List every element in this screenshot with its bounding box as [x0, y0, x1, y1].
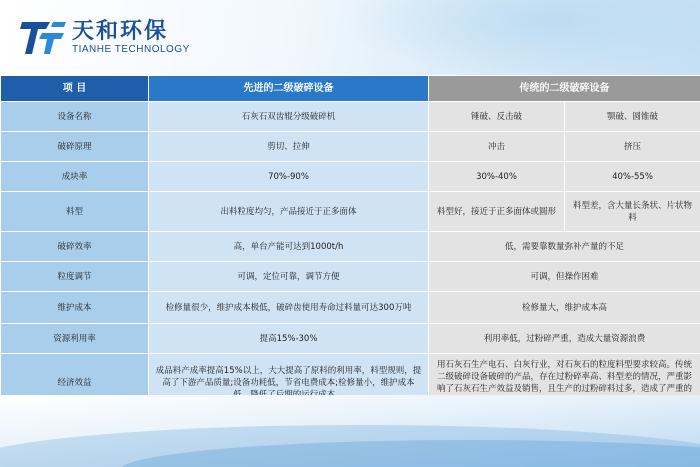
table-row [1, 292, 700, 324]
row-label: 设备名称 [1, 102, 149, 132]
table-row [1, 324, 700, 354]
traditional-cell-b: 颚破、圆锥破 [565, 102, 700, 132]
traditional-cell: 利用率低，过粉碎严重，造成大量资源浪费 [429, 324, 700, 354]
header-traditional: 传统的二级破碎设备 [429, 76, 700, 102]
advanced-cell: 成品料产成率提高15%以上，大大提高了原料的利用率，料型规则，提高了下游产品质量;设备功耗低，节省电费成本;检修量小，维护成本 [149, 354, 429, 412]
brand-name-en: TIANHE TECHNOLOGY [72, 44, 190, 55]
row-label: 破碎效率 [1, 232, 149, 262]
header-advanced: 先进的二级破碎设备 [149, 76, 429, 102]
traditional-cell: 检修量大，维护成本高 [429, 292, 700, 324]
advanced-cell: 可调，定位可靠，调节方便 [149, 262, 429, 292]
footer-wave-band [0, 395, 700, 467]
advanced-cell: 石灰石双齿辊分级破碎机 [149, 102, 429, 132]
row-label: 破碎原理 [1, 132, 149, 162]
table-row [1, 102, 700, 132]
traditional-cell-b: 料型差，含大量长条状、片状物料 [565, 192, 700, 232]
traditional-cell: 用石灰石生产电石、白灰行业，对石灰石的粒度料型要求较高。传统二级破碎设备破碎的产品，存在过粉碎率高、料型差的情况，严重影响了石灰石生产效益及销售，且生产的过粉碎料过多，造成了严重的 [429, 354, 700, 412]
brand-logo [20, 16, 190, 60]
traditional-cell: 可调，但操作困难 [429, 262, 700, 292]
advanced-cell: 出料粒度均匀，产品接近于正多面体 [149, 192, 429, 232]
advanced-cell: 检修量很少，维护成本极低，破碎齿使用寿命过料量可达300万吨 [149, 292, 429, 324]
header-swoosh [340, 0, 700, 75]
brand-name-cn: 天和环保 [72, 19, 169, 44]
table-row [1, 262, 700, 292]
advanced-cell: 高，单台产能可达到1000t/h [149, 232, 429, 262]
traditional-cell-a: 料型好，接近于正多面体或圆形 [429, 192, 565, 232]
row-label: 经济效益 [1, 354, 149, 412]
traditional-cell-a: 冲击 [429, 132, 565, 162]
row-label: 维护成本 [1, 292, 149, 324]
table-header-row [1, 76, 700, 102]
advanced-cell: 提高15%-30% [149, 324, 429, 354]
row-label: 料型 [1, 192, 149, 232]
advanced-cell: 剪切、拉伸 [149, 132, 429, 162]
table-row [1, 232, 700, 262]
comparison-table [0, 75, 700, 412]
row-label: 粒度调节 [1, 262, 149, 292]
traditional-cell-b: 挤压 [565, 132, 700, 162]
traditional-cell-a: 30%-40% [429, 162, 565, 192]
traditional-cell: 低，需要靠数量弥补产量的不足 [429, 232, 700, 262]
traditional-cell-b: 40%-55% [565, 162, 700, 192]
row-label: 资源利用率 [1, 324, 149, 354]
traditional-cell-a: 锤破、反击破 [429, 102, 565, 132]
tianhe-logo-icon [20, 18, 66, 58]
table-row [1, 192, 700, 232]
advanced-cell: 70%-90% [149, 162, 429, 192]
row-label: 成块率 [1, 162, 149, 192]
table-row [1, 132, 700, 162]
table-row [1, 162, 700, 192]
header-item: 项 目 [1, 76, 149, 102]
